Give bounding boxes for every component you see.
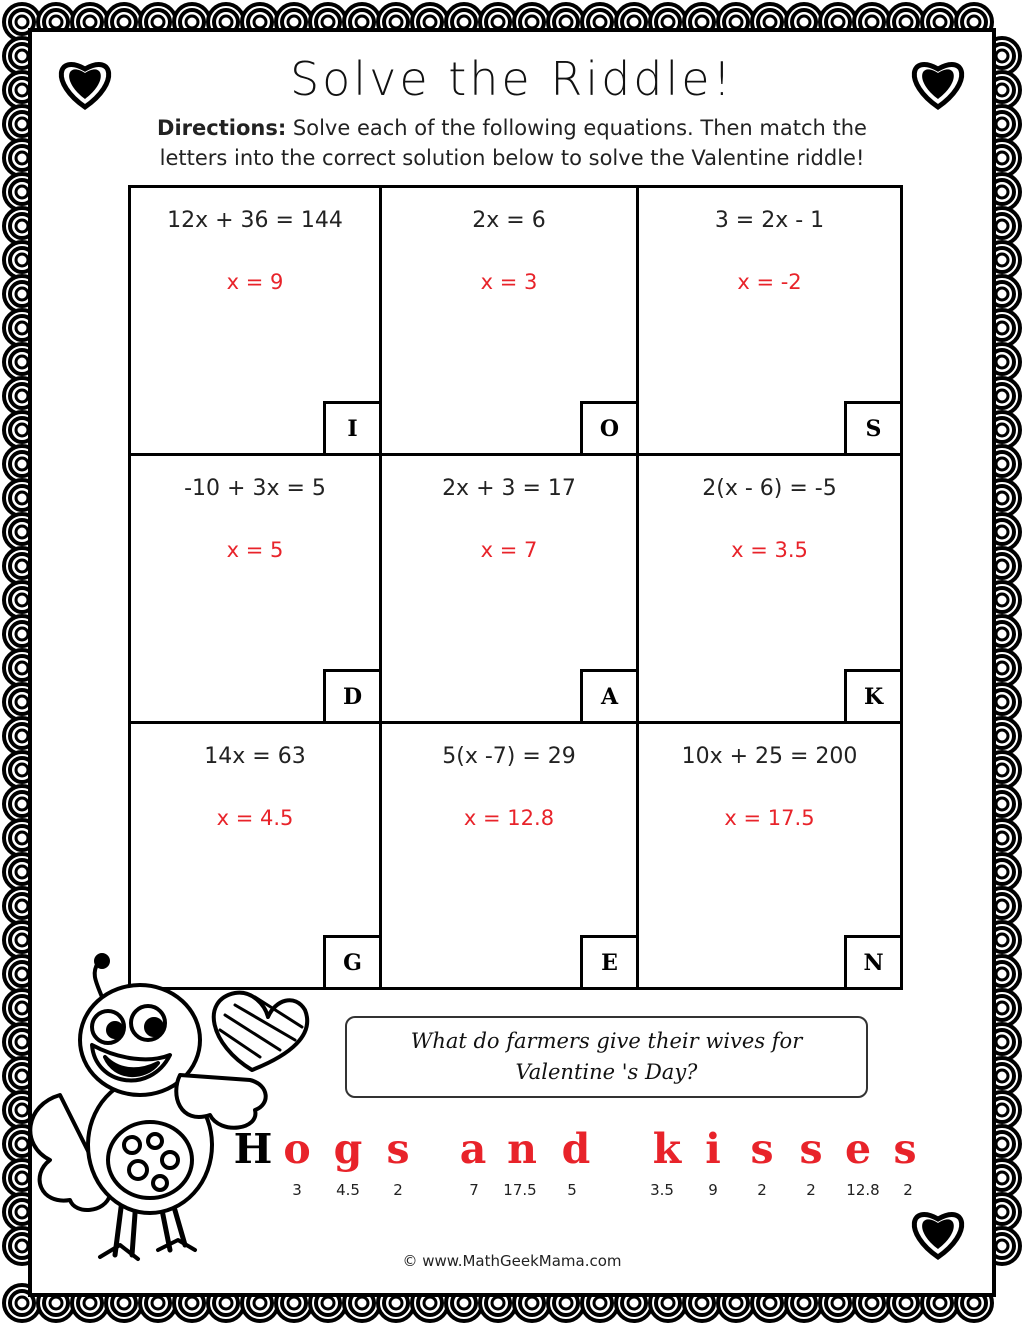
answer-number: 17.5 bbox=[503, 1181, 537, 1199]
answer-number: 2 bbox=[903, 1181, 913, 1199]
answer-number: 4.5 bbox=[336, 1181, 360, 1199]
letter-box: O bbox=[580, 401, 636, 453]
directions-line1: Solve each of the following equations. Then match the bbox=[292, 116, 867, 140]
letter-box: S bbox=[844, 401, 900, 453]
answer-number: 7 bbox=[469, 1181, 479, 1199]
equation-cell bbox=[382, 188, 639, 456]
letter-box: I bbox=[323, 401, 379, 453]
letter-box: A bbox=[580, 669, 636, 721]
footer-copyright: © www.MathGeekMama.com bbox=[402, 1252, 622, 1270]
equation-grid bbox=[128, 185, 903, 990]
answer-letter: i bbox=[705, 1125, 721, 1173]
letter-box: G bbox=[323, 935, 379, 987]
answer-number: 2 bbox=[393, 1181, 403, 1199]
answer: x = 4.5 bbox=[216, 806, 294, 830]
equation: 3 = 2x - 1 bbox=[714, 208, 825, 233]
answer-letter: d bbox=[561, 1125, 591, 1173]
answer-letter: e bbox=[844, 1125, 872, 1173]
answer-letter: g bbox=[333, 1125, 363, 1173]
equation-cell bbox=[382, 456, 639, 724]
answer-number: 3.5 bbox=[650, 1181, 674, 1199]
answer-letter: H bbox=[233, 1125, 273, 1173]
answer-letter: s bbox=[799, 1125, 823, 1173]
answer-number: 3 bbox=[292, 1181, 302, 1199]
answer-letter: k bbox=[652, 1125, 682, 1173]
answer: x = 9 bbox=[226, 270, 284, 294]
directions bbox=[110, 113, 914, 173]
equation-cell bbox=[639, 188, 900, 456]
equation: 10x + 25 = 200 bbox=[681, 744, 858, 769]
equation-cell bbox=[639, 456, 900, 724]
letter-box: D bbox=[323, 669, 379, 721]
answer-letter: o bbox=[283, 1125, 311, 1173]
equation-cell bbox=[131, 456, 382, 724]
answer-letter: s bbox=[750, 1125, 774, 1173]
page-title: Solve the Riddle! bbox=[289, 52, 735, 106]
equation: 2(x - 6) = -5 bbox=[702, 476, 837, 501]
answer-letter: n bbox=[507, 1125, 537, 1173]
letter-box: K bbox=[844, 669, 900, 721]
answer: x = 3 bbox=[480, 270, 538, 294]
answer-letter: s bbox=[386, 1125, 410, 1173]
answer-number: 2 bbox=[806, 1181, 816, 1199]
equation-cell bbox=[382, 724, 639, 987]
directions-label: Directions: bbox=[157, 116, 287, 140]
answer: x = 12.8 bbox=[463, 806, 555, 830]
equation: 5(x -7) = 29 bbox=[442, 744, 576, 769]
answer: x = 7 bbox=[480, 538, 538, 562]
equation-cell bbox=[639, 724, 900, 987]
letter-box: E bbox=[580, 935, 636, 987]
answer: x = 17.5 bbox=[724, 806, 815, 830]
equation-cell bbox=[131, 188, 382, 456]
answer-number: 5 bbox=[567, 1181, 577, 1199]
directions-line2: letters into the correct solution below to solve the Valentine riddle! bbox=[159, 146, 865, 170]
riddle-line2: Valentine 's Day? bbox=[515, 1060, 698, 1084]
riddle-box bbox=[345, 1016, 868, 1098]
answer: x = 5 bbox=[226, 538, 284, 562]
bird-illustration bbox=[20, 945, 310, 1275]
equation: -10 + 3x = 5 bbox=[184, 476, 326, 501]
answer-number: 9 bbox=[708, 1181, 718, 1199]
answer: x = -2 bbox=[737, 270, 802, 294]
equation: 2x = 6 bbox=[472, 208, 546, 233]
equation: 2x + 3 = 17 bbox=[442, 476, 576, 501]
letter-box: N bbox=[844, 935, 900, 987]
answer-letter: s bbox=[893, 1125, 917, 1173]
equation: 14x = 63 bbox=[204, 744, 306, 769]
answer-number: 12.8 bbox=[846, 1181, 880, 1199]
riddle-line1: What do farmers give their wives for bbox=[410, 1029, 803, 1053]
equation: 12x + 36 = 144 bbox=[167, 208, 343, 233]
answer: x = 3.5 bbox=[731, 538, 808, 562]
answer-number: 2 bbox=[757, 1181, 767, 1199]
answer-letter: a bbox=[459, 1125, 487, 1173]
